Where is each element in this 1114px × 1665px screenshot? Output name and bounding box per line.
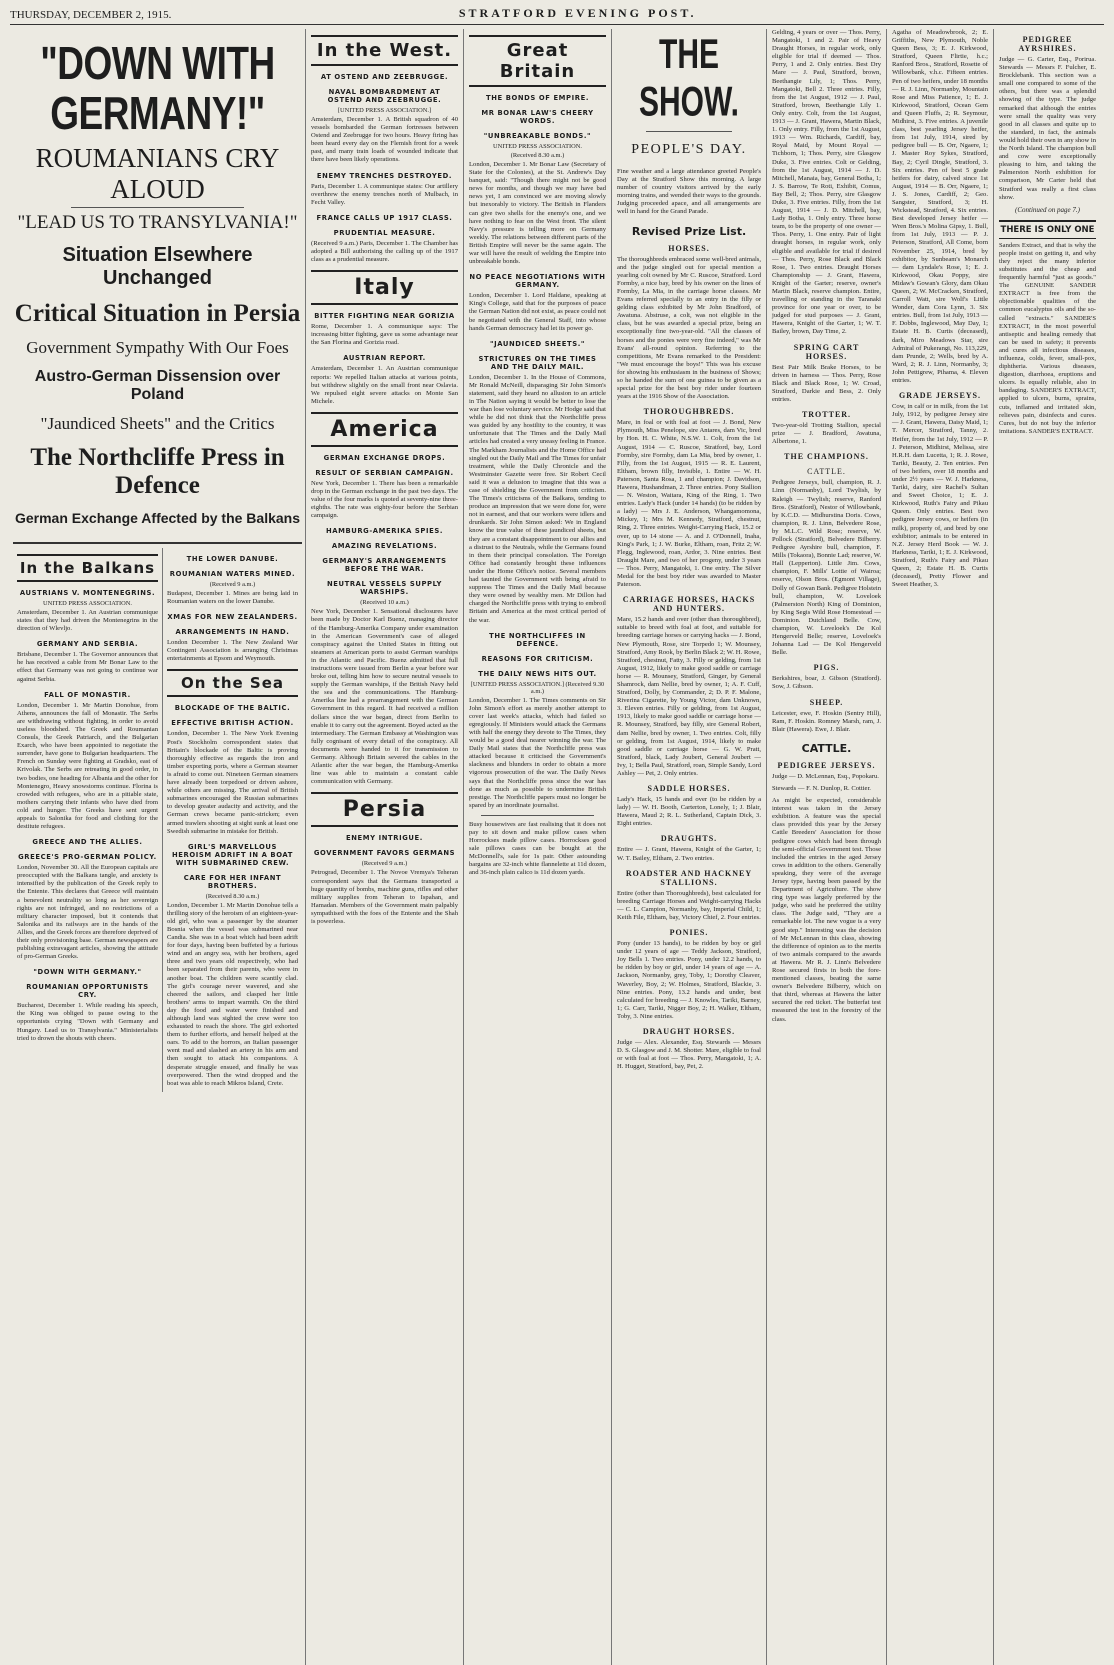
- britain-agency: UNITED PRESS ASSOCIATION.: [493, 143, 582, 150]
- sea-text: London, December 1. The New York Evening Post's Stockholm correspondent states that Britain's blockade of the Baltic is proving thoroughly effective as regards the iron and timber exporting ports, where a German steamer is afraid to come out. Nineteen German steamers have already been torpedoed or driven ashore, while others are missing. The arrival of British submarines encouraged the Russian submarines to develop greater audacity and activity, and the German crews became panic-stricken; even armed trawlers shooting at sight sunk at least one Swedish submarine in mistake for British.: [167, 730, 298, 835]
- spring-head: SPRING CART HORSES.: [793, 342, 860, 361]
- show-separator: [646, 131, 732, 132]
- britain-text-3: London, December 1. In the House of Commons, Mr Ronald McNeill, disparaging Sir John Simon's statement, said they heard no allusion to an article in The Nation saying it would be better to lose the war than lose voluntary service. Mr Hodge said that while he did not think that the Northcliffe press was guided by any hostility to the country, it was unfortunate that The Times and the Daily Mail articles had created a very uneasy feeling in France. The Markham Journalists and the Home Office had singled out the Daily Mail and The Times for unfair treatment, while the Daily Chronicle and the Westminster Gazette were free. Sir Robert Cecil said it was a delusion to imagine that this was a case of shielding the Government from criticism. The Times's criticisms of the Balkans, tending to produce an impression that we were done for, were not in earnest, and that our workers were idlers and drunkards. Sir John Simon asked: We in England know the true value of these jaundiced sheets, but they are a constant disappointment to our allies and a distrust to the Neutrals, while the Germans found in them their principal consolation. The Foreign Office had constantly brought these influences under the Home Office's notice. Several members had taunted the Government with being afraid to suppress The Times and the Daily Mail because they were owned by wealthy men. Mr Dillon had charged the Northcliffe press with trying to embroil Britain and America at the most critical period of the war.: [469, 373, 606, 624]
- west-title: In the West.: [311, 35, 458, 66]
- trenches-head: ENEMY TRENCHES DESTROYED.: [316, 171, 453, 180]
- masthead: [10, 6, 1104, 25]
- balkans-para-4: London, November 30. All the European capitals are preoccupied with the Balkans tangle, and anxiety is intensified by the publication of the Greek reply to the Entente. This declares that Greece will maintain a benevolent neutrality so long as her sovereign rights are not infringed, and no restrictions of a military character imposed, but it contends that Salonika and its railways are in the hands of the Allies, and the Greek forces are therefore deprived of their only provisioning base. German newspapers are publishing extravagant articles, showing the attitude of pro-German Greeks.: [17, 864, 158, 961]
- judge-line: Judge — D. McLennan, Esq., Popokaru.: [772, 772, 879, 780]
- sea-sub-1: BLOCKADE OF THE BALTIC.: [174, 704, 291, 713]
- lead-deck-4: Austro-German Dissension over Poland: [34, 368, 281, 403]
- champions-text: Pedigree Jerseys, bull, champion, R. J. Linn (Normanby), Lord Twylish, by Raleigh — Twylish; reserve, Ranford Bros. (Stratford), Nestor of Willowbank, by K.C.D. — Midhurstina Doris. Cows, champion, R. J. Linn, Belvedere Rose, by M.L.C. Wild Rose; reserve, W. Pollock (Stratford), Belvedere Bilberry. Pedigree Ayrshire bull, champion, F. Mills (Tokaora), Bonnie Lad; reserve, W. Hall (Lepperton). Little Jim. Cows, champion, F. Mills' Lottie of Wairoa; reserve, Olson Bros. (Egmont Village), Dolly of Gowan Bank. Pedigree Holstein bull, champion, W. Loveloek (Palmerston North) King of Dominion, by King Segis Wild Rose Homestead — Dominion. Dutchland Belle. Cow, champion, W. Loveloek's De Kol Hengerveld Belle; reserve, Loveloek's Johanna Lad — De Kol Hengerveld Belle.: [772, 479, 881, 657]
- thoroughbreds-text: Mare, in foal or with foal at foot — J. Bond, New Plymouth, Miss Penelope, sire Antares, dam Vic, bred by Hon. H. C. White, N.S.W. 1. Colt, from the 1st August, 1914 — C. Ruscoe, Stratford, bay, Lord Formby, sire Formby, dam La Mia, bred by owner, 1. Filly, from the 1st August, 1915 — R. E. Laurent, Eltham, brown filly, Invisible, 1. Entire — W. H. Paterson, Santa Rosa, 1 and champion; J. Davidson, Hawera, Hushandman, 2. Three entries. Pony Stallion — N. Weston, Waitara, King of the Ring, 1. Two entries. Lady's Hack (under 14 hands) (to be ridden by a lady) — Mrs J. E. Anderson, Whangamomona, Mickey, 1; Mrs M. Kennedy, Stratford, chestnut, Ring, 2. Three entries. Weight-Carrying Hack, 15.2 or over, up to 14 stone — A. and J. O'Donnell, Inaha, King's Park, 1; J. W. Burke, Eltham, roan, Fritz 2; W. Flegg, Inglewood, roan, Ardor, 3. Nine entries. Best Draught Mare, and two of her progeny, under 3 years — Thos. Perry, Mangatoki, 1. One entry. The Silver Medal for the best boy rider was awarded to Master Paterson.: [617, 419, 761, 589]
- girl-head: GIRL'S MARVELLOUS HEROISM ADRIFT IN A BOAT WITH SUBMARINED CREW.: [172, 842, 293, 867]
- balkans-subcolumns: [13, 548, 302, 1092]
- britain-rule: [481, 815, 594, 816]
- balkans-para-1: Amsterdam, December 1. An Austrian communique states that they had driven the Montenegrins in the direction of Wlevljo.: [17, 609, 158, 633]
- column-show: [612, 29, 767, 1665]
- lead-headlines: [13, 37, 302, 544]
- sea-received: (Received 8.30 a.m.): [205, 892, 260, 900]
- lead-deck-6: The Northcliffe Press in Defence: [30, 444, 285, 499]
- lead-deck-3: Government Sympathy With Our Foes: [26, 338, 289, 357]
- france-head: FRANCE CALLS UP 1917 CLASS.: [316, 213, 453, 222]
- america-received: (Received 10 a.m.): [360, 599, 409, 607]
- lead-banner: "DOWN WITH GERMANY!": [40, 37, 275, 139]
- cattle-head: CATTLE.: [801, 741, 852, 755]
- trotter-text: Two-year-old Trotting Stallion, special prize — J. Bradford, Awatuna, Albertone, 1.: [772, 422, 881, 446]
- jerseys-text: As might be expected, considerable interest was taken in the Jersey exhibition. A feature was the special class provided this year by the Jersey Cattle Breeders' Association for those pedigree cows which had been through the semi-official Government test. Those included the entries in the aged Jersey cows in addition to the others. Generally speaking, they were of the average Jersey type, having been passed by the Department of Agriculture. The show ring type was largely preferred by the judge, who said he preferred the utility class. The Judge said, "They are a remarkable lot. The new vogue is a very good step." Interesting was the decision of Mr McLennan in this class, showing the difference of opinion as to the merits of two animals compared to the awards at Hawera. Mr R. J. Linn's Belvedere Rose secured firsts in both the fore-mentioned classes, beating the same owner's Belvedere Bilberry, which on that third, whereas at Hawera the latter secured the red ticket. The butterfat test measured the test in the forestry of the class.: [772, 797, 881, 1023]
- west-sub-2: NAVAL BOMBARDMENT AT OSTEND AND ZEEBRUGGE.: [327, 88, 442, 104]
- trotter-head: TROTTER.: [801, 410, 852, 420]
- britain-sub-2: MR BONAR LAW'S CHEERY WORDS.: [481, 109, 594, 125]
- show-subtitle: PEOPLE'S DAY.: [631, 142, 747, 157]
- britain-text-2: London, December 1. Lord Haldane, speaking at King's College, said that for the purposes of peace the German Nation did not exist, as peace could not be negotiated with the General Staff, into whose hands German democracy had let its power go.: [469, 292, 606, 332]
- danube-text: Budapest, December 1. Mines are being laid in Roumanian waters on the lower Danube.: [167, 590, 298, 606]
- horses-text: The thoroughbreds embraced some well-bred animals, and the judge singled out for special mention a yearling colt owned by Mr C. Ruscoe, Stratford. Lord Formby, a nice bay, bred by his owner on the lines of Formby, La Mia, in the carriage horse classes. Mr Evans referred specially to an entry in the filly or gelding class exhibited by Mr John Bradford, of Awatuna. Abstruse, a colt, was not eligible in the class, but he was awarded a special prize, being an exceptionally fine two-year-old. "All the classes of horses and the ponies were very fine indeed," was Mr Evans' all-round opinion. Referring to the competitions, Mr Evans remarked to the President: "We must encourage the boys!" This was his excuse for showing his enthusiasm in the business of Shows; so he handed the sum of one guinea to be given as a special prize for the best boy rider under fourteen years at the 1916 Show of the Association.: [617, 255, 761, 401]
- saddle-head: SADDLE HORSES.: [647, 784, 731, 794]
- sheep-text: Leicester, ewe, F. Hoskin (Sentry Hill), Ram, F. Hoskin. Romney Marsh, ram, J. Blair (Hawera). Ewe, J. Blair.: [772, 709, 881, 733]
- italy-sub: BITTER FIGHTING NEAR GORIZIA: [314, 312, 455, 321]
- britain-sub-1: THE BONDS OF EMPIRE.: [485, 94, 590, 102]
- sheep-head: SHEEP.: [809, 697, 844, 707]
- grade-text: Cow, in calf or in milk, from the 1st July, 1912, by pedigree Jersey sire — J. Grant, Hawera, Daisy Maid, 1; T. Mercer, Stratford, Tanny, 2. Heifer, from the 1st July, 1912 — P. J. Peterson, Midhirst, Melissa, sire H.R.H. dam Lucetta, 1; R. J. Rowe, Tariki, Beauty, 2. Ten entries. Pen of two heifers, over 18 months and under 2½ years — W. J. Harkness, Tariki, dairy, sire Rachel's Sultan and Sweet Choice, 1; E. J. Kirkwood, Ruth's Fairy and Pikau Queen. Only entries. Best two pedigree Jersey cows, or heifers (in milk), property of, and bred by one exhibitor; animals to be entered in N.Z. Jersey Herd Book — W. J. Harkness, Tariki, 1; E. J. Kirkwood, Stratford, Ruth's Fairy and Pikau Queen, 2; Estate H. B. Curtis (deceased), Pretty Flower and Sweet Heather, 3.: [892, 403, 988, 589]
- defence-head: THE NORTHCLIFFES IN DEFENCE.: [489, 631, 586, 648]
- america-title: America: [311, 412, 458, 447]
- danube-received: (Received 9 a.m.): [209, 581, 256, 588]
- saddle-text: Lady's Hack, 15 hands and over (to be ridden by a lady) — W. H. Booth, Carterton, Lonely, 1; J. Blair, Hawera, Maud 2; R. L. Sutherland, Captain Dick, 3. Eight entries.: [617, 796, 761, 828]
- jaundiced-head: "JAUNDICED SHEETS.": [489, 339, 586, 348]
- draught-horses-head: DRAUGHT HORSES.: [642, 1026, 736, 1036]
- balkans-title: In the Balkans: [17, 554, 158, 582]
- care-head: CARE FOR HER INFANT BROTHERS.: [183, 873, 282, 890]
- neutral-head: NEUTRAL VESSELS SUPPLY WARSHIPS.: [326, 580, 443, 597]
- west-text-2: Paris, December 1. A communique states: Our artillery overthrew the enemy trenches north of Mulbach, in Fecht Valley.: [311, 182, 458, 206]
- lead-line-3: "LEAD US TO TRANSYLVANIA!": [17, 212, 298, 233]
- ayrshires-head: PEDIGREE AYRSHIRES.: [1018, 35, 1077, 53]
- strictures-head: STRICTURES ON THE TIMES AND THE DAILY MAIL.: [478, 354, 597, 371]
- italy-text: Rome, December 1. A communique says: The increasing bitter fighting, gave us some advantage near the San Florina and Gorizia road.: [311, 323, 458, 347]
- danube-head: THE LOWER DANUBE.: [186, 555, 279, 563]
- horses-head: HORSES.: [668, 243, 710, 253]
- balkans-column: [13, 548, 163, 1092]
- west-text-1: Amsterdam, December 1. A British squadron of 40 vessels bombarded the German fortresses between Ostend and Zeebrugge for two hours. Heavy firing has been heard every day on the Flemish front for a week past, and many train loads of wounded indicate that there have been likely operations.: [311, 116, 458, 164]
- britain-received: (Received 8.30 a.m.): [510, 152, 565, 159]
- show-intro: Fine weather and a large attendance greeted People's Day at the Stratford Show this morning. A large number of country visitors arrived by the early morning trains, and wended their ways to the grounds. Judging proceeded apace, and all arrangements are well in hand for the Grand Parade.: [617, 168, 761, 216]
- thoroughbreds-head: THOROUGHBREDS.: [643, 407, 735, 417]
- draught-text: Judge — Alex. Alexander, Esq. Stewards — Messrs D. S. Glasgow and J. M. Shotter. Mare, eligible to foal or with foal at foot — Thos. Perry, Mangatoki, 1; A. H. Hugget, Stratford, bay, Pet, 2.: [617, 1038, 761, 1071]
- gelding-text: Gelding, 4 years or over — Thos. Perry, Mangatoki, 1 and 2. Pair of Heavy Draught Horses, in regular work, only eligible for trial if deemed — Thos. Perry, 1 and 2. Only entries. Best Dry Mare — J. Paul, Stratford, brown, Beethangie Lily, 1; Thos. Perry, Mangatoki, Bell 2. Three entries. Filly, from the 1st August, 1912 — J. Paul, Stratford, brown, Beethangie Lily 1. Only entry. Colt, from the 1st August, 1913 — J. Grant, Hawera, Martin Black, 1. Only entry. Filly, from the 1st August, 1913 — Wm. Richards, Cardiff, bay, Royal Maid, by Mount Royal — Tichborn, 1; Thos. Perry, sire Glasgow Duke, 3. Five entries. Colt or Gelding, from the 1st August, 1914 — J. D. Mitchell, Manaia, bay, General Botha, 1; J. S. Barrow, Te Roti, Exhibit, Comus, Bay Bell, 2; Thos. Perry, sire Glasgow Duke, 3. Five entries. Filly, from the 1st August, 1914 — J. D. Mitchell, bay, Lady Botha, 1. Only entry. Three horse team, to be the property of one owner — Thos. Perry, 1. One entry. Pair of light draught horses, in regular work, only eligible and available for trial if desired — Thos. Perry, Rose Black and Black Rose, 1. Two entries. Draught Horses Championship — J. Grant, Hawera, Knight of the Garter; reserve, owner's Martin Black, reserve champion. Entire, travelling or standing in the Taranaki province for one year or over, to be judged for stud purposes — J. Grant, Hawera, Knight of the Garter, 1; W. T. Bailey, brown, Day Time, 2.: [772, 29, 881, 336]
- reasons-head: REASONS FOR CRITICISM.: [481, 654, 594, 663]
- arrangements-head: GERMANY'S ARRANGEMENTS BEFORE THE WAR.: [322, 557, 447, 574]
- america-sub-2: RESULT OF SERBIAN CAMPAIGN.: [315, 468, 454, 477]
- west-agency: [UNITED PRESS ASSOCIATION.]: [337, 107, 432, 114]
- advert-text: Sanders Extract, and that is why the people insist on getting it, and why they reject the many inferior substitutes and the cheap and frequently harmful "just as goods." The GENUINE SANDER EXTRACT is free from the objectionable qualities of the common eucalyptus oils and the so-called "extracts." SANDER'S EXTRACT, in the most powerful antiseptic and healing remedy that can be used in safety; it prevents and cures all infectious diseases, influenza, colds, fever, small-pox, diphtheria. Various diseases, digestion, diarrhoea, eruptions and ulcers. Is equally reliable, also in bandaging. SANDER'S EXTRACT, applied to ulcers, burns, sprains, cuts, inflamed and irritated skin, relieves pain, disinfects and cures. Cures, but do not buy the inferior imitations. SANDER'S EXTRACT.: [999, 241, 1096, 435]
- lead-deck-5: "Jaundiced Sheets" and the Critics: [40, 414, 275, 433]
- west-sub-1: AT OSTEND AND ZEEBRUGGE.: [320, 73, 449, 81]
- column-ayrshires: [994, 29, 1101, 1665]
- balkans-para-2: Brisbane, December 1. The Governor announces that he has received a cable from Mr Bonar Law to the effect that Germany was not going to continue war against Serbia.: [17, 651, 158, 683]
- balkans-para-3: London, December 1. Mr Martin Donohue, from Athens, announces the fall of Monastir. The Serbs are withdrawing without fighting, in order to avoid useless bloodshed. The Greek and Roumanian Consuls, the Greek Patriarch, and the Bulgarian Exarch, who have been appointed to negotiate the surrender, have gone to Bulgarian headquarters. The French on Sunday were fighting at Gradsko, east of Krivolak. The Serbs are retreating in good order, in two bodies, one heading for Albania and the other for Montenegro, Heavy snowstorms continue. Florina is crowded with refugees, who are in a pitiable state, mothers carrying their infants who have died from cold and hunger. The Greeks have sent urgent appeals to Salonika for food and clothing for the destitute refugees.: [17, 701, 158, 831]
- prize-list-text: Agatha of Meadowbrook, 2; E. Griffiths, New Plymouth, Noble Queen Bess, 3; E. J. Kirkwood, Stratford, Queen Flirtie, h.c.; Ranford Bros., Stratford, Rosette of Willowbank, v.h.c. Fifteen entries. Pen of two heifers, under 18 months — R. J. Linn, Normanby, Mountain Rose and Miss Patience, 1; E. J. Kirkwood, Stratford, Ocean Gem and Queen Fluffs, 2; R. Seymour, Midhirst, 3. Five entries. A juvenile class, best yearling Jersey heifer, from 1st July, 1914, sired by pedigree bull — B. Orr, Ngaere, 1; J. Master Roy Sykes, Stratford, Bay, 2; Cyril Dingle, Stratford, 3. Six entries. Pen of best 5 grade heifers for dairy, calved since 1st August, 1914 — B. Orr, Ngaere, 1; J. S. Jones, Cardiff, 2; Geo. Sangster, Stratford, 3; H. Wickstead, Stratford, 4. Six entries. Best developed Jersey heifer — Wren Bros.'s Molina Gipsy, 1. Bull, from 1st July, 1913 — P. J. Peterson, Stratford, All Come, born November 25, 1914, bred by exhibitor, by Sunbeam's Monarch — dam Lyndale's Rose, 1; E. J. Kirkwood, Okau Poppy, sire Midaw's Gowan's Glory, dam Okau Queen, 2; W. McCracken, Stratford, Carroll Watt, sire Wolf's Little Wonder, dam Cora Lynn, 3. Six entries. Bull, from 1st July, 1913 — F. Dobbs, Inglewood, May Day, 1; Estate H. B. Curtis (deceased), dark, Miro Meadows Star, sire Admiral of Pukerangi, No. 113,229, dam Prunde, 2; Wells, bred by A. Ward, 2; R. J. Linn, Normanby, 3; John Pettigrew, Pihama, 4. Eleven entries.: [892, 29, 988, 385]
- column-prize-list: [887, 29, 994, 1665]
- west-text-3: (Received 9 a.m.) Paris, December 1. The Chamber has adopted a Bill authorising the calling up of the 1917 class as a prudential measure.: [311, 239, 458, 264]
- britain-text-4: London, December 1. The Times comments on Sir John Simon's effort as merely another attempt to cover last week's attacks, which had failed so egregiously. If Ministers would attack the Germans with half the energy they devote to The Times, they would be a good deal nearer winning the war. The Daily Mail states that the Northcliffe press was attacked because it criticised the Government's slackness and blunders in order to obtain a more vigorous prosecution of the war. The Daily News says that the Northcliffe press since the war has done as much as possible to undermine British prestige. The Northcliffe papers must no longer be spared by an inordinate journalist.: [469, 696, 606, 809]
- lead-deck-2: Critical Situation in Persia: [14, 300, 301, 327]
- draughts-text: Entire — J. Grant, Hawera, Knight of the Garter, 1; W. T. Bailey, Eltham, 2. Two entries.: [617, 846, 761, 862]
- austrian-report-head: AUSTRIAN REPORT.: [343, 354, 426, 363]
- lead-deck-1: Situation Elsewhere Unchanged: [62, 244, 253, 289]
- pedigree-jerseys-head: PEDIGREE JERSEYS.: [777, 760, 876, 770]
- issue-date: THURSDAY, DECEMBER 2, 1915.: [10, 9, 172, 21]
- spies-head: HAMBURG-AMERIKA SPIES.: [325, 527, 444, 536]
- persia-text: Petrograd, December 1. The Novoe Vremya's Teheran correspondent says that the Germans transported a huge quantity of bombs, machine guns, rifles and other military supplies from Teheran to Ispahan, and Hamadan. Members of the Government main palpably sympathised with the foes of the Entente and the Shah is powerless.: [311, 869, 458, 925]
- girl-text: London, December 1. Mr Martin Donohue tells a thrilling story of the heroism of an eighteen-year-old girl, who was a passenger by the steamer Bosnia when the vessel was submarined near Candia. She was in a boat which had been adrift for four days, having been buffeted by a furious wind and an angry sea, with her brothers, aged three and two years old respectively, who had been separated from their parents, who were in another boat. The children were scantily clad. The girl's courage never wavered, and she cheered the sailors, and clasped her little brothers' arms to impart warmth. On the third day the food and water were finished and although land was sighted the crew were too exhausted to reach the shore. The girl exhorted them to further efforts, and herself helped at the oars. To add to the horrors, an Italian passenger went mad and slashed an artery in his arm and then sought to attack his companions. A desperate struggle ensued, and finally he was overpowered. Then the wind dropped and the boat was able to reach Mikros Island, Crete.: [167, 901, 298, 1087]
- xmas-head: XMAS FOR NEW ZEALANDERS.: [167, 613, 298, 622]
- prudential-head: PRUDENTIAL MEASURE.: [333, 228, 436, 237]
- hits-head: THE DAILY NEWS HITS OUT.: [478, 669, 597, 678]
- xmas-text: London December 1. The New Zealand War Contingent Association is arranging Christmas entertainments at Epsom and Weymouth.: [167, 639, 298, 663]
- spring-text: Best Pair Milk Brake Horses, to be driven in harness — Thos. Perry, Rose Black and Black Rose, 1; W. Croad, Stratford, Darkie and Bess, 2. Only entries.: [772, 363, 881, 403]
- xmas-arrangements: ARRANGEMENTS IN HAND.: [175, 628, 290, 637]
- britain-title: Great Britain: [469, 35, 606, 87]
- balkans-austrians-head: AUSTRIANS V. MONTENEGRINS.: [19, 589, 156, 597]
- italy-title: Italy: [311, 270, 458, 305]
- draughts-head: DRAUGHTS.: [660, 834, 718, 844]
- ponies-head: PONIES.: [669, 928, 709, 938]
- ayrshires-text: Judge — G. Carter, Esq., Porirua. Stewards — Messrs F. Fulcher, E. Brocklebank. This section was a small one compared to some of the others, but there was a splendid showing of the type. The judge remarked that although the entries were small the quality was very good in all classes and quite up to the standard, in fact, the animals would hold their own in any show in the North Island. The champion bull and cow were exceptionally pleasing to him, and taking the Palmerston North exhibition for comparison, Mr Carter held that Stratford was really a first class show.: [999, 56, 1096, 201]
- danube-sea-column: [163, 548, 302, 1092]
- lead-separator: [71, 207, 244, 208]
- danube-sub: ROUMANIAN WATERS MINED.: [169, 570, 296, 578]
- america-sub-1: GERMAN EXCHANGE DROPS.: [323, 453, 446, 462]
- continued-note: (Continued on page 7.): [1015, 205, 1080, 214]
- balkans-roumanian-head-2: ROUMANIAN OPPORTUNISTS CRY.: [26, 983, 149, 1000]
- pigs-text: Berkshires, boar, J. Gibson (Stratford). Sow, J. Gibson.: [772, 675, 881, 691]
- stewards-line: Stewards — F. N. Dunlop, R. Cottier.: [772, 784, 871, 792]
- columns: [10, 29, 1104, 1665]
- advert-title: THERE IS ONLY ONE: [999, 220, 1096, 239]
- britain-text-1: London, December 1. Mr Bonar Law (Secretary of State for the Colonies), at the St. Andrew's Day banquet, said: "Though there might not be good news for months, and though we may have bad news yet, I am convinced we are moving slowly but inexorably to victory. The British in Flanders can give two shells for the enemy's one, and we have nothing to fear on the West front. The silent Navy's pressure is telling more on Germany weekly. The relations between different parts of the British Empire will never be the same again. The war will have the result of welding the Empire into unbreakable bonds.: [469, 161, 606, 266]
- britain-received-2: [UNITED PRESS ASSOCIATION.] (Received 9.30 a.m.): [470, 680, 605, 695]
- paper-name: STRATFORD EVENING POST.: [458, 6, 697, 20]
- balkans-greek-press-head: GREECE'S PRO-GERMAN POLICY.: [18, 853, 157, 862]
- revelations-head: AMAZING REVELATIONS.: [331, 542, 438, 551]
- show-title: THE SHOW.: [638, 31, 739, 126]
- column-west: [306, 29, 464, 1665]
- lead-line-2: ROUMANIANS CRY ALOUD: [35, 143, 280, 204]
- balkans-greece-head: GREECE AND THE ALLIES.: [32, 838, 143, 847]
- sea-title: On the Sea: [167, 669, 298, 697]
- persia-sub-1: ENEMY INTRIGUE.: [346, 834, 423, 843]
- balkans-para-5: Bucharest, December 1. While reading his speech, the King was obliged to pause owing to the opportunists crying "Down with Germany and Hungary. Lead us to Transylvania." Ministerialists tried to drown the shouts with cheers.: [17, 1002, 158, 1042]
- lead-deck-7: German Exchange Affected by the Balkans: [14, 510, 301, 526]
- america-text-2: New York, December 1. Sensational disclosures have been made by Doctor Karl Buenz, managing director of the Hamburg-Amerika Company under examination in the American Government's case of alleged conspiracy against the United States in fitting out steamers at American ports to assist German warships in the Atlantic and Pacific. Buenz admitted that full instructions were issued from Berlin a year before war broke out, telling him how to secure neutral vessels to supply the German warships, if the British Navy held the sea and the communications. The Hamburg-Amerika line had a prearrangement with the German Government in this regard. It had received a million dollars since the war began, direct from Berlin to enable it to carry out the agreement. Boyed acted as the intermediary. The German Embassy at Washington was fully cognisant of every detail of the conspiracy. All documents were handed to it for transmission to Germany. Although Britain severed the cables in the Atlantic after the war began, the Hamburg-Amerika line was able to maintain a constant cable communication with Germany.: [311, 608, 458, 786]
- column-britain: [464, 29, 612, 1665]
- revised-head: Revised Prize List.: [631, 224, 747, 238]
- carriage-text: Mare, 15.2 hands and over (other than thoroughbred), suitable to breed with foal at foot, and suitable for breeding carriage horses or carrying hacks — J. Bond, New Plymouth, Rose, sire Torpedo 1; W. Mounsey, Stratford, Amy Rook, by Berlin Black 2; W. H. Rowe, Stratford, chestnut, Fatty, 3. Filly or gelding, from 1st August, 1912, likely to make good saddle or carriage horse — R. Mounsey, Stratford, Ginger, by General Shamrock, dam Nellie, bred by owner, 1; A. F. Cuff, Stratford, Dolly, by Commander, 2; D. P. F. Malone, Riverina Cigarette, by Young Victor, dam Unknown, 3. Eleven entries. Filly or gelding, from 1st August, 1913, likely to make good saddle or carriage horse — R. Mounsey, Stratford, bay filly, sire General Robert, dam Nellie, bred by owner, 1. Two entries. Colt, filly or gelding, from 1st August, 1914, likely to make good saddle or carriage horse — G. W. Pratt, Stratford, black, Lady Joubert, General Joubert — Ivy, 1; Bella Paul, Stratford, roan, Simple Sandy, Lord Ashley — Pet, 2. Only entries.: [617, 616, 761, 777]
- balkans-roumanian-head: "DOWN WITH GERMANY.": [33, 968, 142, 977]
- britain-text-5: Busy housewives are fast realising that it does not pay to sit down and make pillow cases when Horrockses made pillow cases. Horrockses good sale pillows cases can be bought at the McDonnell's, sale for 1s pair. Other astounding bargains are 32-inch white flannelette at 11d dozen, and 36-inch plain calico is 11d dozen yards.: [469, 820, 606, 877]
- persia-received: (Received 9 a.m.): [361, 860, 408, 868]
- roadster-head: ROADSTER AND HACKNEY STALLIONS.: [625, 868, 753, 887]
- pigs-head: PIGS.: [813, 663, 840, 673]
- roadster-text: Entire (other than Thoroughbreds), best calculated for breeding Carriage Horses and Weight-carrying Hacks — C. L. Campion, Normanby, bay, Imperial Child, 1; Keith File, Eltham, bay, Victory Chief, 2. Four entries.: [617, 889, 761, 921]
- persia-sub-2: GOVERNMENT FAVORS GERMANS: [313, 849, 456, 858]
- column-lead: [10, 29, 306, 1665]
- britain-sub-3: "UNBREAKABLE BONDS.": [483, 132, 592, 140]
- america-text: New York, December 1. There has been a remarkable drop in the German exchange in the past two days. The value of the four marks is quoted at seventy-nine three-eighths. The rate was eighty-four before the Serbian campaign.: [311, 479, 458, 520]
- balkans-serbia-head: GERMANY AND SERBIA.: [36, 640, 139, 649]
- champions-head: THE CHAMPIONS.: [784, 452, 869, 462]
- agency-line: UNITED PRESS ASSOCIATION.: [43, 600, 132, 607]
- peace-head: NO PEACE NEGOTIATIONS WITH GERMANY.: [469, 273, 606, 290]
- italy-text-2: Amsterdam, December 1. An Austrian communique reports: We repelled Italian attacks at various points, but withdrew slightly on the small front near Oslavia. We repulsed eight severe attacks on Monte San Michele.: [311, 365, 458, 405]
- carriage-head: CARRIAGE HORSES, HACKS AND HUNTERS.: [622, 595, 756, 614]
- balkans-monastir-head: FALL OF MONASTIR.: [44, 690, 131, 699]
- ponies-text: Pony (under 13 hands), to be ridden by boy or girl under 12 years of age — Teddy Jackson, Stratford, Joy Bells 1. Two entries. Pony, under 12.2 hands, to be ridden by boy or girl, under 14 years of age — A. Jackson, Normanby, grey, Toby, 1; Dorothy Cleaver, Waverley, Boy, 2; W. Holmes, Stratford, Blackie, 3. Nine entries. Pony, 13.2 hands and under, best calculated for breeding — J. Knowles, Tariki, Barney, 1; G. Carr, Tariki, Nigger Boy, 2; H. Walker, Eltham, Toby, 3. Nine entries.: [617, 940, 761, 1020]
- cattle-sub-head: CATTLE.: [807, 467, 846, 477]
- grade-jerseys-head: GRADE JERSEYS.: [898, 391, 981, 401]
- column-show-2: [767, 29, 887, 1665]
- persia-title: Persia: [311, 792, 458, 827]
- sea-sub-2: EFFECTIVE BRITISH ACTION.: [171, 719, 294, 728]
